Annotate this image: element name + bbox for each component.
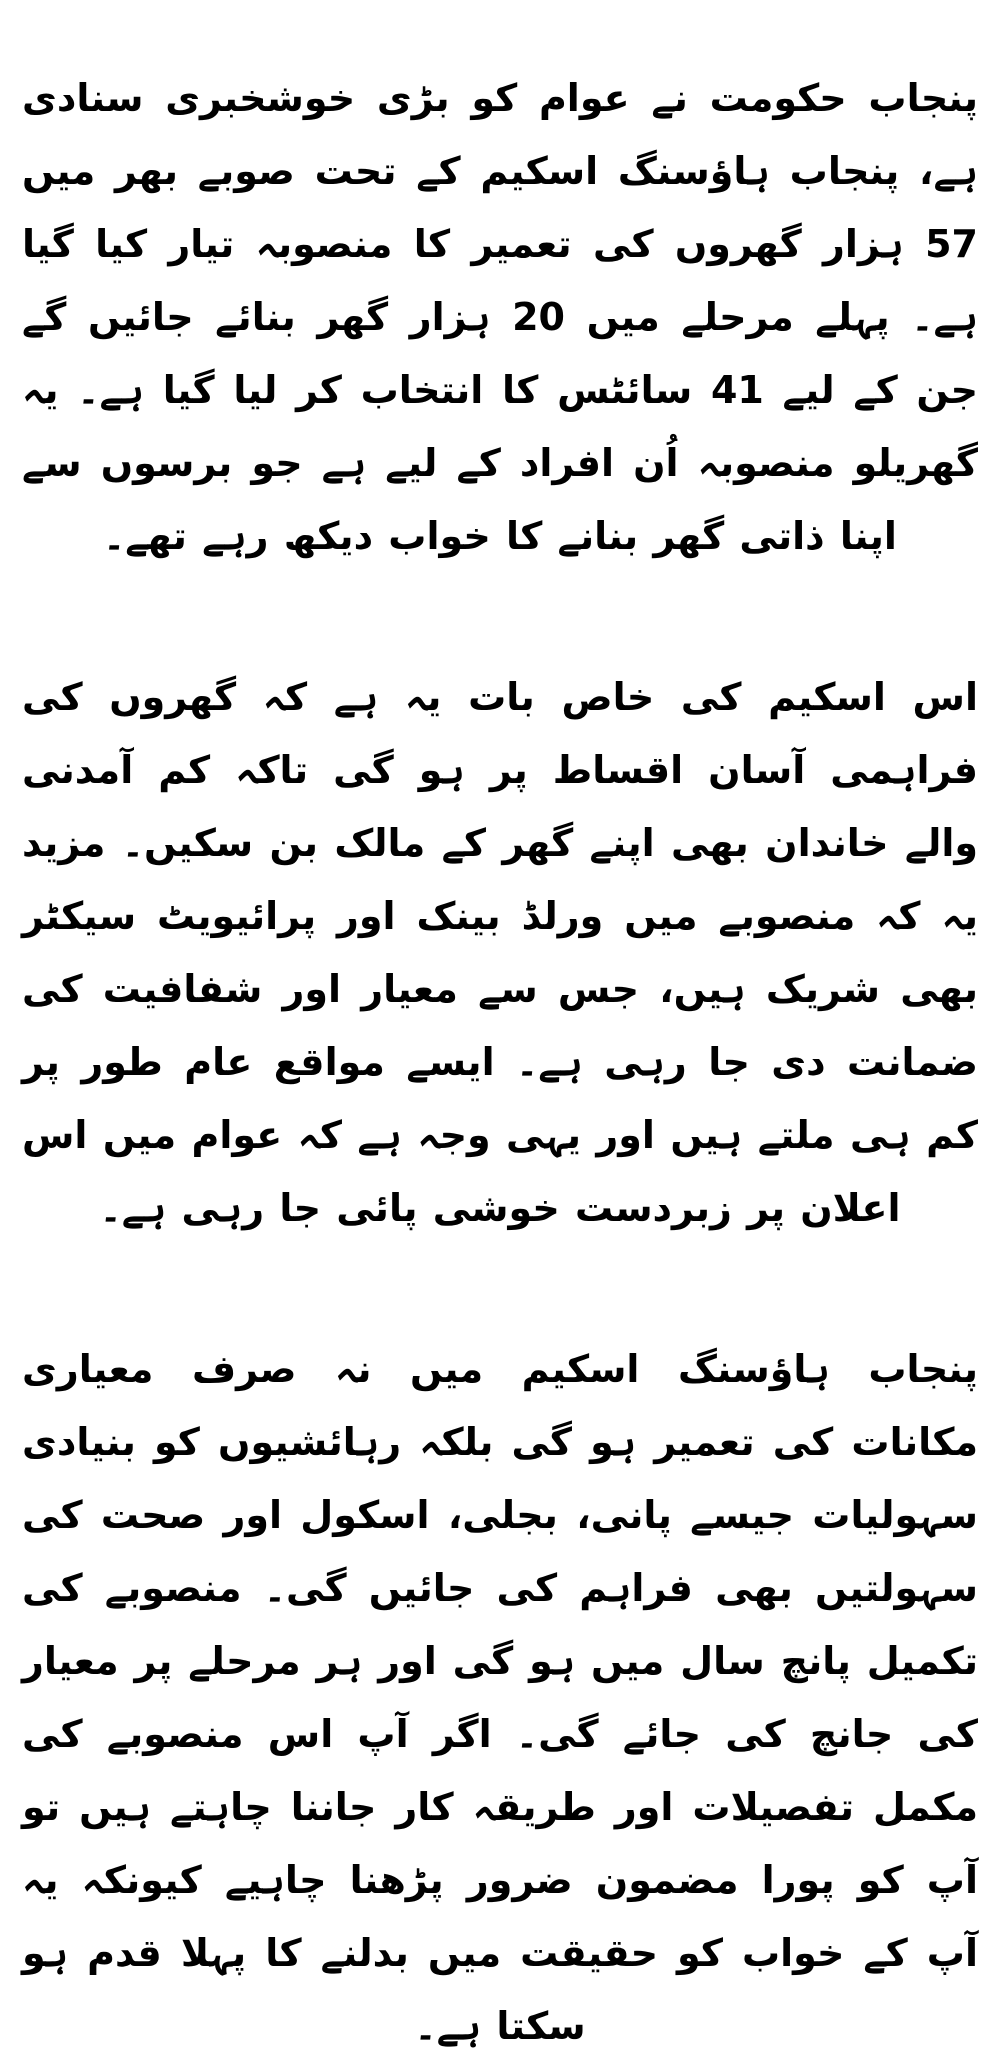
paragraph-housing-plan: پنجاب حکومت نے عوام کو بڑی خوشخبری سنادی ہے، پنجاب ہاؤسنگ اسکیم کے تحت صوبے بھر میں 57 ہزار گھروں کی تعمیر کا منصوبہ تیار کیا گیا ہے۔ پہلے مرحلے میں 20 ہزار گھر بنائے جائیں گے جن کے لیے 41 سائٹس کا انتخاب کر لیا گیا ہے۔ یہ گھریلو منصوبہ اُن افراد کے لیے ہے جو برسوں سے اپنا ذاتی گھر بنانے کا خواب دیکھ رہے تھے۔ [22, 76, 978, 558]
paragraph-facilities: پنجاب ہاؤسنگ اسکیم میں نہ صرف معیاری مکانات کی تعمیر ہو گی بلکہ رہائشیوں کو بنیادی سہولیات جیسے پانی، بجلی، اسکول اور صحت کی سہولتیں بھی فراہم کی جائیں گی۔ منصوبے کی تکمیل پانچ سال میں ہو گی اور ہر مرحلے پر معیار کی جانچ کی جائے گی۔ اگر آپ اس منصوبے کی مکمل تفصیلات اور طریقہ کار جاننا چاہتے ہیں تو آپ کو پورا مضمون ضرور پڑھنا چاہیے کیونکہ یہ آپ کے خواب کو حقیقت میں بدلنے کا پہلا قدم ہو سکتا ہے۔ [22, 1347, 978, 2048]
paragraph-installments: اس اسکیم کی خاص بات یہ ہے کہ گھروں کی فراہمی آسان اقساط پر ہو گی تاکہ کم آمدنی والے خاندان بھی اپنے گھر کے مالک بن سکیں۔ مزید یہ کہ منصوبے میں ورلڈ بینک اور پرائیویٹ سیکٹر بھی شریک ہیں، جس سے معیار اور شفافیت کی ضمانت دی جا رہی ہے۔ ایسے مواقع عام طور پر کم ہی ملتے ہیں اور یہی وجہ ہے کہ عوام میں اس اعلان پر زبردست خوشی پائی جا رہی ہے۔ [22, 675, 978, 1230]
